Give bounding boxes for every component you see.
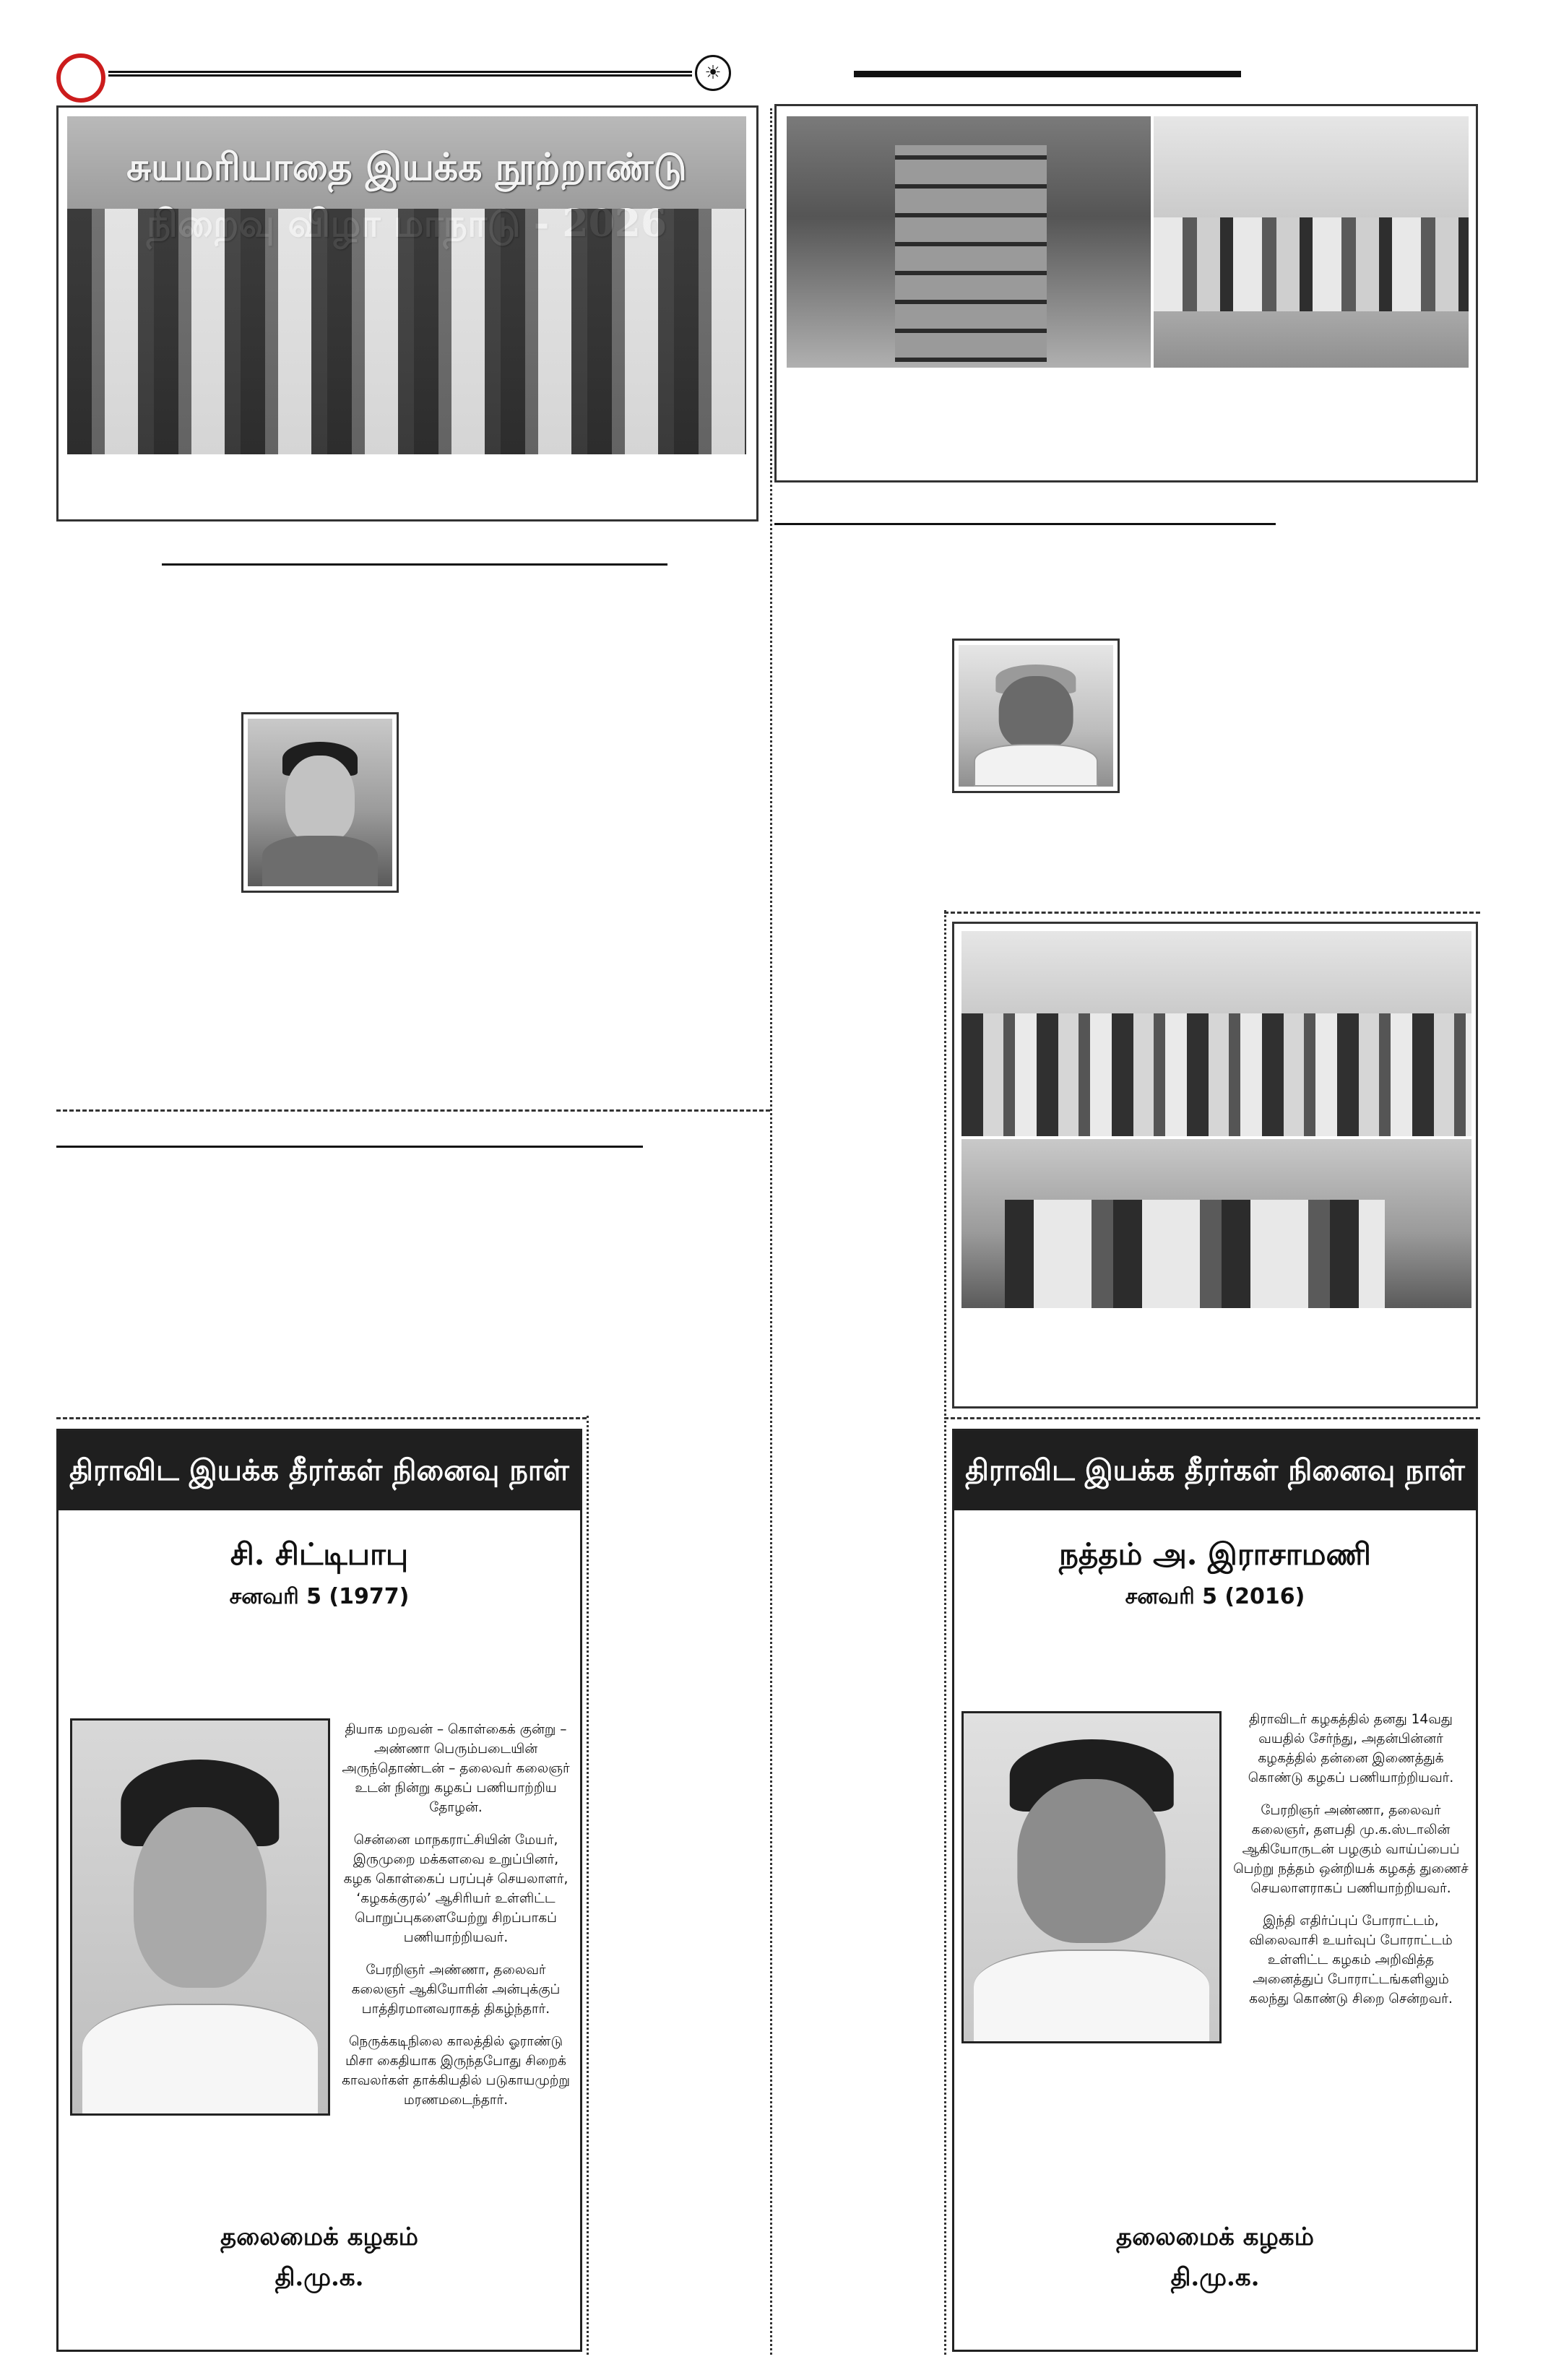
portrait-face — [134, 1807, 267, 1988]
memorial-bio-paragraph: சென்னை மாநகராட்சியின் மேயர், இருமுறை மக்களவை உறுப்பினர், கழக கொள்கைப் பரப்புச் செயலாளர், ‘கழகக்குரல்’ ஆசிரியர் உள்ளிட்ட பொறுப்புகளையேற்று சிறப்பாகப் பணியாற்றியவர். — [343, 1832, 569, 1945]
memorial-footer-line2: தி.மு.க. — [275, 2263, 364, 2292]
memorial-bio-paragraph: பேரறிஞர் அண்ணா, தலைவர் கலைஞர், தளபதி மு.க.ஸ்டாலின் ஆகியோருடன் பழகும் வாய்ப்பைப் பெற்று நத்தம் ஒன்றியக் கழகத் துணைச் செயலாளராகப் பணியாற்றியவர். — [1233, 1803, 1469, 1896]
memorial-bio-paragraph: நெருக்கடிநிலை காலத்தில் ஓராண்டு மிசா கைதியாக இருந்தபோது சிறைக் காவலர்கள் தாக்கியதில் படுகாயமுற்று மரணமடைந்தார். — [342, 2034, 570, 2108]
center-column-divider — [770, 108, 772, 2355]
portrait-face — [1017, 1779, 1165, 1943]
memorial-footer-line1: தலைமைக் கழகம் — [220, 2223, 418, 2251]
meeting-audience — [961, 1013, 1471, 1136]
memorial-footer-line1: தலைமைக் கழகம் — [1116, 2223, 1314, 2251]
memorial-card-chittibabu — [56, 1429, 582, 2352]
building-construction-photo — [787, 116, 1151, 368]
left-inner-divider — [587, 1416, 589, 2355]
portrait-body — [82, 2004, 318, 2113]
memorial-photo — [961, 1711, 1222, 2043]
portrait-body — [974, 1950, 1209, 2041]
portrait-face — [285, 756, 355, 843]
memorial-bio-paragraph: தியாக மறவன் – கொள்கைக் குன்று – அண்ணா பெரும்படையின் அருந்தொண்டன் – தலைவர் கலைஞர் உடன் நின்று கழகப் பணியாற்றிய தோழன். — [342, 1722, 570, 1815]
meeting-hall-photo — [961, 931, 1471, 1136]
right-lower-section-divider — [944, 1417, 1480, 1419]
memorial-bio-paragraph: திராவிடர் கழகத்தில் தனது 14வது வயதில் சேர்ந்து, அதன்பின்னர் கழகத்தில் தன்னை இணைத்துக் கொண்டு கழகப் பணியாற்றியவர். — [1248, 1712, 1454, 1786]
memorial-bio-paragraph: இந்தி எதிர்ப்புப் போராட்டம், விலைவாசி உயர்வுப் போராட்டம் உள்ளிட்ட கழகம் அறிவித்த அனைத்துப் போராட்டங்களிலும் கலந்து கொண்டு சிறை சென்றவர். — [1249, 1913, 1453, 2007]
memorial-bio-paragraph: பேரறிஞர் அண்ணா, தலைவர் கலைஞர் ஆகியோரின் அன்புக்குப் பாத்திரமானவராகத் திகழ்ந்தார். — [351, 1963, 561, 2017]
conference-photo — [67, 116, 746, 454]
inspection-visit-photo — [1154, 116, 1469, 368]
article-portrait-man — [952, 639, 1120, 793]
right-inner-divider-bottom — [944, 1417, 946, 2355]
memorial-photo — [70, 1718, 330, 2116]
meeting-speakers-photo — [961, 1139, 1471, 1308]
masthead-rule-right — [854, 71, 1241, 77]
party-emblem-icon: ☀ — [695, 55, 731, 91]
memorial-footer-line2: தி.மு.க. — [1170, 2263, 1260, 2292]
meeting-photo-box — [952, 922, 1478, 1408]
visit-group — [1154, 217, 1469, 311]
right-inner-divider-top — [944, 910, 946, 1416]
memorial-card-rasamani — [952, 1429, 1478, 2352]
memorial-date: சனவரி 5 (2016) — [1125, 1584, 1305, 1609]
memorial-name: சி. சிட்டிபாபு — [230, 1536, 409, 1572]
memorial-header: திராவிட இயக்க தீரர்கள் நினைவு நாள் — [954, 1431, 1476, 1510]
portrait-body — [262, 836, 378, 886]
article-headline-rule-right — [774, 523, 1276, 525]
article-portrait-woman — [241, 712, 399, 893]
right-section-divider — [944, 912, 1480, 914]
masthead-logo-circle — [56, 53, 105, 103]
memorial-date: சனவரி 5 (1977) — [229, 1584, 410, 1609]
left-lower-section-divider — [56, 1417, 587, 1419]
portrait-body — [974, 744, 1097, 787]
memorial-header: திராவிட இயக்க தீரர்கள் நினைவு நாள் — [59, 1431, 580, 1510]
conference-photo-box — [56, 105, 758, 522]
left-section-divider — [56, 1109, 770, 1112]
article-headline-rule-lower — [56, 1146, 643, 1148]
conference-crowd — [67, 209, 746, 454]
speakers-table — [1005, 1200, 1385, 1308]
memorial-name: நத்தம் அ. இராசாமணி — [1059, 1536, 1371, 1572]
building-photo-box — [774, 104, 1478, 483]
memorial-bio — [337, 1720, 574, 2123]
portrait-face — [999, 676, 1073, 750]
conference-banner-line1: சுயமரியாதை இயக்க நூற்றாண்டு — [126, 145, 687, 189]
scaffolding-tower — [895, 145, 1047, 362]
memorial-bio — [1232, 1710, 1470, 2022]
masthead-rule — [108, 71, 692, 77]
article-headline-rule-left — [162, 563, 667, 566]
